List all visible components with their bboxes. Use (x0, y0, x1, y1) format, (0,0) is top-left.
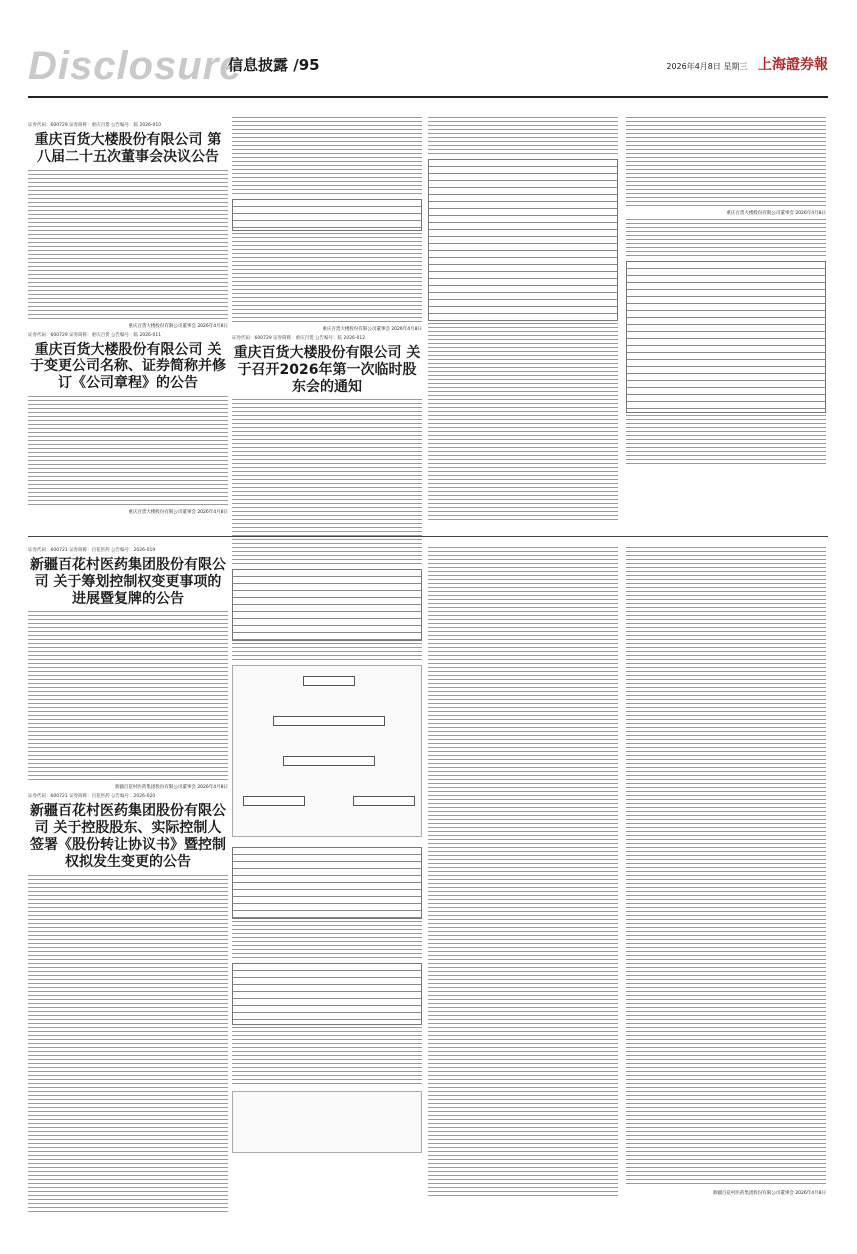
chart-box (353, 796, 415, 806)
top-col-1 (28, 120, 228, 518)
transfer-table (232, 963, 422, 1025)
bottom-col-4 (626, 545, 826, 1199)
notice-signature: 重庆百货大楼股份有限公司董事会 2026年4月8日 (726, 211, 826, 216)
bottom-col-2 (232, 545, 422, 1153)
notice-code: 证券代码：600721 证券简称：百花医药 公告编号：2026-019 (28, 548, 156, 553)
header-rule (28, 96, 828, 98)
body-text (28, 875, 228, 1215)
date-text: 2026年4月8日 星期三 (666, 62, 748, 71)
brand-title: Disclosure (28, 44, 243, 88)
party-table (232, 847, 422, 919)
body-text (428, 117, 618, 157)
notice-code: 证券代码：600729 证券简称：重庆百货 公告编号：临 2026-010 (28, 123, 162, 128)
body-text (626, 219, 826, 259)
body-text (626, 547, 826, 1187)
notice-code: 证券代码：600729 证券简称：重庆百货 公告编号：临 2026-012 (232, 336, 366, 341)
chart-box (303, 676, 355, 686)
proposal-table (428, 159, 618, 321)
notice-title: 新疆百花村医药集团股份有限公司 关于筹划控制权变更事项的进展暨复牌的公告 (30, 557, 226, 607)
notice-signature: 新疆百花村医药集团股份有限公司董事会 2026年4月8日 (712, 1191, 826, 1196)
name-table (232, 199, 422, 231)
body-text (232, 1027, 422, 1087)
body-text (232, 233, 422, 323)
notice-title: 新疆百花村医药集团股份有限公司 关于控股股东、实际控制人签署《股份转让协议书》暨控制权拟发生变更的公告 (30, 803, 226, 870)
bottom-col-1 (28, 545, 228, 1217)
paper-logo: 上海證券報 (758, 57, 828, 73)
top-col-3 (428, 115, 618, 525)
ownership-chart (232, 665, 422, 837)
body-text (232, 921, 422, 961)
bottom-col-3 (428, 545, 618, 1199)
shareholding-table (232, 569, 422, 641)
notice-signature: 新疆百花村医药集团股份有限公司董事会 2026年4月8日 (114, 785, 228, 791)
chart-box (243, 796, 305, 806)
notice-code: 证券代码：600721 证券简称：百花医药 公告编号：2026-020 (28, 794, 156, 800)
body-text (232, 547, 422, 567)
body-text (626, 415, 826, 465)
notice-title: 重庆百货大楼股份有限公司 关于召开2026年第一次临时股东会的通知 (233, 345, 421, 395)
body-text (232, 117, 422, 197)
top-col-2 (232, 115, 422, 551)
section-title: 信息披露 /95 (228, 56, 320, 74)
notice-title: 重庆百货大楼股份有限公司 第八届二十五次董事会决议公告 (34, 132, 222, 165)
body-text (428, 323, 618, 523)
section-divider (28, 536, 828, 537)
body-text (28, 170, 228, 320)
chart-box (283, 756, 375, 766)
body-text (232, 643, 422, 663)
body-text (28, 396, 228, 506)
proxy-table (626, 261, 826, 413)
body-text (428, 547, 618, 1197)
top-col-4 (626, 115, 826, 467)
notice-signature: 重庆百货大楼股份有限公司董事会 2026年4月8日 (128, 509, 228, 515)
notice-title: 重庆百货大楼股份有限公司 关于变更公司名称、证券简称并修订《公司章程》的公告 (30, 341, 226, 392)
notice-signature: 重庆百货大楼股份有限公司董事会 2026年4月8日 (322, 327, 422, 332)
masthead (28, 44, 828, 94)
notice-code: 证券代码：600729 证券简称：重庆百货 公告编号：临 2026-011 (28, 332, 162, 338)
body-text (28, 611, 228, 781)
structure-chart (232, 1091, 422, 1153)
issue-date (666, 54, 828, 74)
body-text (626, 117, 826, 207)
chart-box (273, 716, 385, 726)
notice-signature: 重庆百货大楼股份有限公司董事会 2026年4月8日 (128, 323, 228, 329)
body-text (232, 399, 422, 549)
